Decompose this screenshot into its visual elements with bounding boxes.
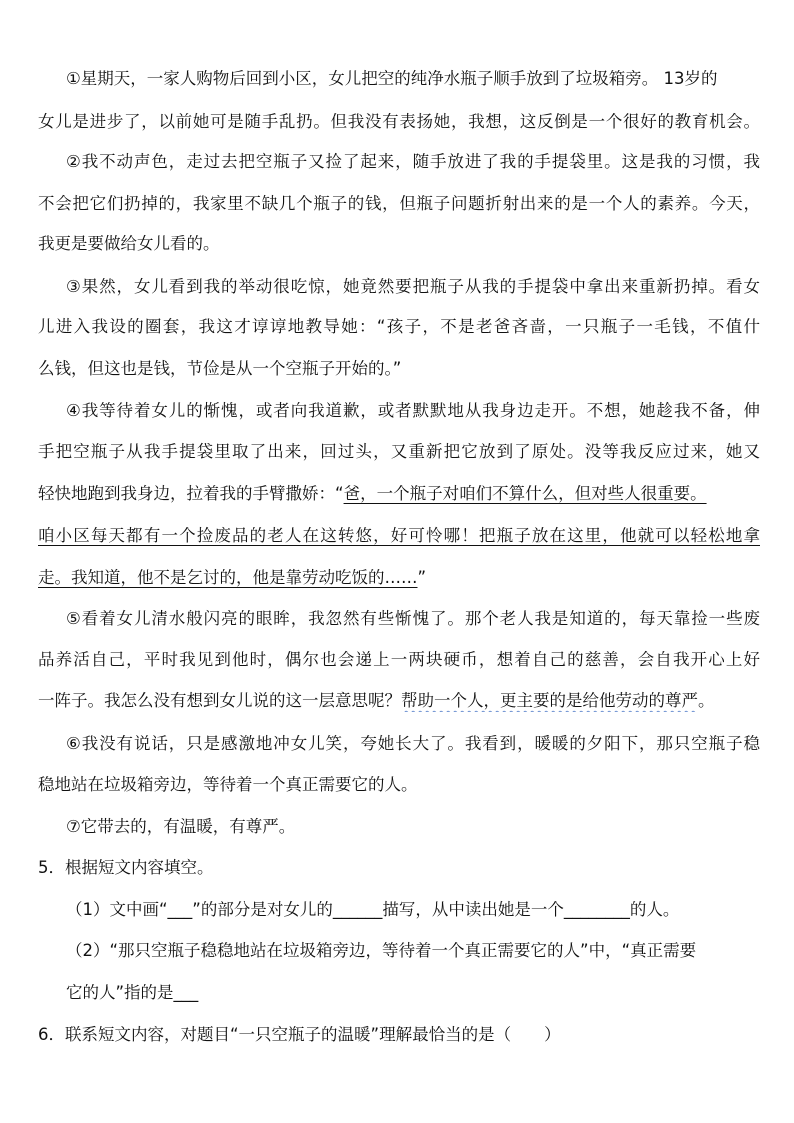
paragraph-6-line-1: ⑥我没有说话，只是感激地冲女儿笑，夸她长大了。我看到，暖暖的夕阳下，那只空瓶子稳 xyxy=(66,734,760,753)
paragraph-2-line-1: ②我不动声色，走过去把空瓶子又捡了起来，随手放进了我的手提袋里。这是我的习惯，我 xyxy=(66,152,760,171)
paragraph-5-line-3-text: 一阵子。我怎么没有想到女儿说的这一层意思呢？ xyxy=(38,691,401,710)
underlined-daughter-speech-1: 爸，一个瓶子对咱们不算什么，但对些人很重要。 xyxy=(343,484,707,503)
underlined-daughter-speech-2: 咱小区每天都有一个捡废品的老人在这转悠，好可怜哪！把瓶子放在这里，他就可以轻松地拿 xyxy=(38,526,760,545)
paragraph-4-line-5 xyxy=(38,567,760,589)
paragraph-5-line-3 xyxy=(38,690,760,712)
paragraph-7-line-1: ⑦它带去的，有温暖，有尊严。 xyxy=(66,817,296,836)
paragraph-6-line-2: 稳地站在垃圾箱旁边，等待着一个真正需要它的人。 xyxy=(38,775,418,794)
paragraph-5-line-2: 品养活自己，平时我见到他时，偶尔也会递上一两块硬币，想着自己的慈善，会自我开心上好 xyxy=(38,650,760,669)
closing-quote: ” xyxy=(417,568,427,587)
paragraph-4-line-2: 手把空瓶子从我手提袋里取了出来，回过头，又重新把它放到了原处。没等我反应过来，她又 xyxy=(38,442,760,461)
paragraph-4-line-1: ④我等待着女儿的惭愧，或者向我道歉，或者默默地从我身边走开。不想，她趁我不备，伸 xyxy=(66,401,760,420)
paragraph-5-line-1: ⑤看着女儿清水般闪亮的眼眸，我忽然有些惭愧了。那个老人我是知道的，每天靠捡一些废 xyxy=(66,609,760,628)
paragraph-2-line-3: 我更是要做给女儿看的。 xyxy=(38,234,220,253)
paragraph-3-line-2: 儿进入我设的圈套，我这才谆谆地教导她：“孩子，不是老爸吝啬，一只瓶子一毛钱，不值什 xyxy=(38,317,760,336)
paragraph-3-line-3: 么钱，但这也是钱，节俭是从一个空瓶子开始的。” xyxy=(38,359,402,378)
question-5-part-2-line-2: 它的人”指的是___ xyxy=(66,983,199,1002)
question-6-title: 6．联系短文内容，对题目“一只空瓶子的温暖”理解最恰当的是（ ） xyxy=(38,1025,561,1044)
wavy-underlined-sentence: 帮助一个人，更主要的是给他劳动的尊严 xyxy=(401,691,698,710)
period: 。 xyxy=(698,691,715,710)
paragraph-2-line-2: 不会把它们扔掉的，我家里不缺几个瓶子的钱，但瓶子问题折射出来的是一个人的素养。今天， xyxy=(38,194,760,213)
paragraph-4-line-3-text: 轻快地跑到我身边，拉着我的手臂撒娇：“ xyxy=(38,484,344,503)
paragraph-1-line-1: ①星期天，一家人购物后回到小区，女儿把空的纯净水瓶子顺手放到了垃圾箱旁。 13岁的 xyxy=(66,69,718,88)
paragraph-1-line-2: 女儿是进步了，以前她可是随手乱扔。但我没有表扬她，我想，这反倒是一个很好的教育机会。 xyxy=(38,112,760,131)
underlined-daughter-speech-3: 走。我知道，他不是乞讨的，他是靠劳动吃饭的…… xyxy=(38,568,418,587)
question-5-part-1: （1）文中画“___”的部分是对女儿的______描写，从中读出她是一个________的人。 xyxy=(66,900,680,919)
paragraph-3-line-1: ③果然，女儿看到我的举动很吃惊，她竟然要把瓶子从我的手提袋中拿出来重新扔掉。看女 xyxy=(66,277,760,296)
paragraph-4-line-3 xyxy=(38,483,760,505)
question-5-part-2-line-1: （2）“那只空瓶子稳稳地站在垃圾箱旁边，等待着一个真正需要它的人”中，“真正需要 xyxy=(66,941,697,960)
question-5-title: 5．根据短文内容填空。 xyxy=(38,858,214,877)
